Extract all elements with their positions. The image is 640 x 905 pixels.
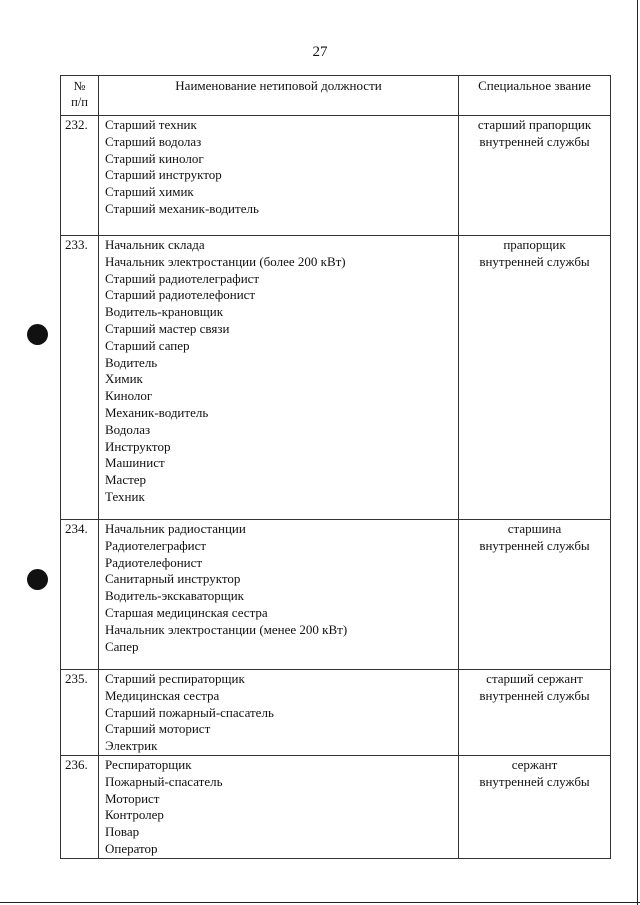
position-name: Кинолог: [105, 388, 153, 404]
position-name: Старший пожарный-спасатель: [105, 704, 274, 720]
position-name: Старший сапер: [105, 337, 190, 353]
position-name: Радиотелефонист: [105, 554, 203, 570]
position-names-cell: [99, 670, 459, 756]
position-names-cell: [99, 236, 459, 520]
position-name: Начальник радиостанции: [105, 521, 246, 536]
position-name: Старший механик-водитель: [105, 200, 259, 216]
position-name: Старший моторист: [105, 721, 211, 737]
special-rank-text: внутренней службы: [479, 537, 590, 553]
table-header-row: [61, 76, 611, 116]
special-rank-text: сержант: [511, 757, 558, 772]
position-name: Пожарный-спасатель: [105, 773, 223, 789]
position-name: Санитарный инструктор: [105, 571, 241, 587]
table-row: [61, 670, 611, 756]
punch-hole-mark: [27, 324, 48, 345]
position-name: Электрик: [105, 738, 158, 754]
position-name: Медицинская сестра: [105, 687, 220, 703]
position-name: Химик: [105, 371, 143, 387]
position-name: Механик-водитель: [105, 404, 209, 420]
special-rank-cell: [459, 116, 611, 236]
punch-hole-mark: [27, 569, 48, 590]
header-position-name: Наименование нетиповой должности: [99, 76, 459, 116]
special-rank-cell: [459, 520, 611, 670]
table-row: [61, 756, 611, 859]
position-name: Старший мастер связи: [105, 320, 230, 336]
position-name: Старший радиотелефонист: [105, 287, 256, 303]
position-name: Начальник склада: [105, 237, 205, 252]
positions-table: [60, 75, 611, 859]
special-rank-text: внутренней службы: [479, 253, 590, 269]
position-name: Радиотелеграфист: [105, 537, 207, 553]
header-special-rank: Специальное звание: [459, 76, 611, 116]
position-name: Контролер: [105, 807, 164, 823]
position-names-cell: [99, 756, 459, 859]
position-name: Старший инструктор: [105, 167, 222, 183]
special-rank-text: прапорщик: [503, 237, 566, 252]
special-rank-text: внутренней службы: [479, 133, 590, 149]
position-name: Респираторщик: [105, 757, 192, 772]
position-name: Машинист: [105, 455, 165, 471]
row-number: 236.: [61, 756, 99, 859]
header-number-abbr: п/п: [71, 95, 88, 109]
special-rank-text: старший прапорщик: [477, 117, 592, 132]
special-rank-text: внутренней службы: [479, 687, 590, 703]
position-name: Повар: [105, 824, 140, 840]
position-name: Старший кинолог: [105, 150, 204, 166]
position-name: Старший водолаз: [105, 133, 202, 149]
special-rank-cell: [459, 236, 611, 520]
row-number: 235.: [61, 670, 99, 756]
position-name: Старший техник: [105, 117, 197, 132]
position-name: Начальник электростанции (менее 200 кВт): [105, 621, 348, 637]
position-name: Оператор: [105, 840, 158, 856]
page-edge-right: [637, 0, 638, 905]
page-number: 27: [312, 44, 328, 60]
position-name: Старший радиотелеграфист: [105, 270, 260, 286]
special-rank-cell: [459, 670, 611, 756]
position-name: Водитель-крановщик: [105, 304, 224, 320]
special-rank-text: старший сержант: [486, 671, 583, 686]
position-name: Сапер: [105, 638, 139, 654]
position-name: Старший респираторщик: [105, 671, 245, 686]
page-edge-bottom: [0, 902, 640, 903]
table-row: [61, 236, 611, 520]
position-name: Водитель-экскаваторщик: [105, 588, 244, 604]
special-rank-text: старшина: [507, 521, 562, 536]
row-number: 234.: [61, 520, 99, 670]
special-rank-cell: [459, 756, 611, 859]
position-names-cell: [99, 116, 459, 236]
row-number: 233.: [61, 236, 99, 520]
position-name: Моторист: [105, 790, 160, 806]
position-name: Техник: [105, 488, 145, 504]
header-number: [61, 76, 99, 116]
position-name: Инструктор: [105, 438, 171, 454]
special-rank-text: внутренней службы: [479, 773, 590, 789]
position-name: Водитель: [105, 354, 158, 370]
table-row: [61, 520, 611, 670]
table-body: [61, 116, 611, 859]
position-name: Старший химик: [105, 184, 194, 200]
position-name: Водолаз: [105, 421, 151, 437]
position-name: Начальник электростанции (более 200 кВт): [105, 253, 346, 269]
position-name: Старшая медицинская сестра: [105, 604, 268, 620]
position-names-cell: [99, 520, 459, 670]
header-number-symbol: №: [73, 79, 86, 93]
table-row: [61, 116, 611, 236]
row-number: 232.: [61, 116, 99, 236]
position-name: Мастер: [105, 472, 147, 488]
